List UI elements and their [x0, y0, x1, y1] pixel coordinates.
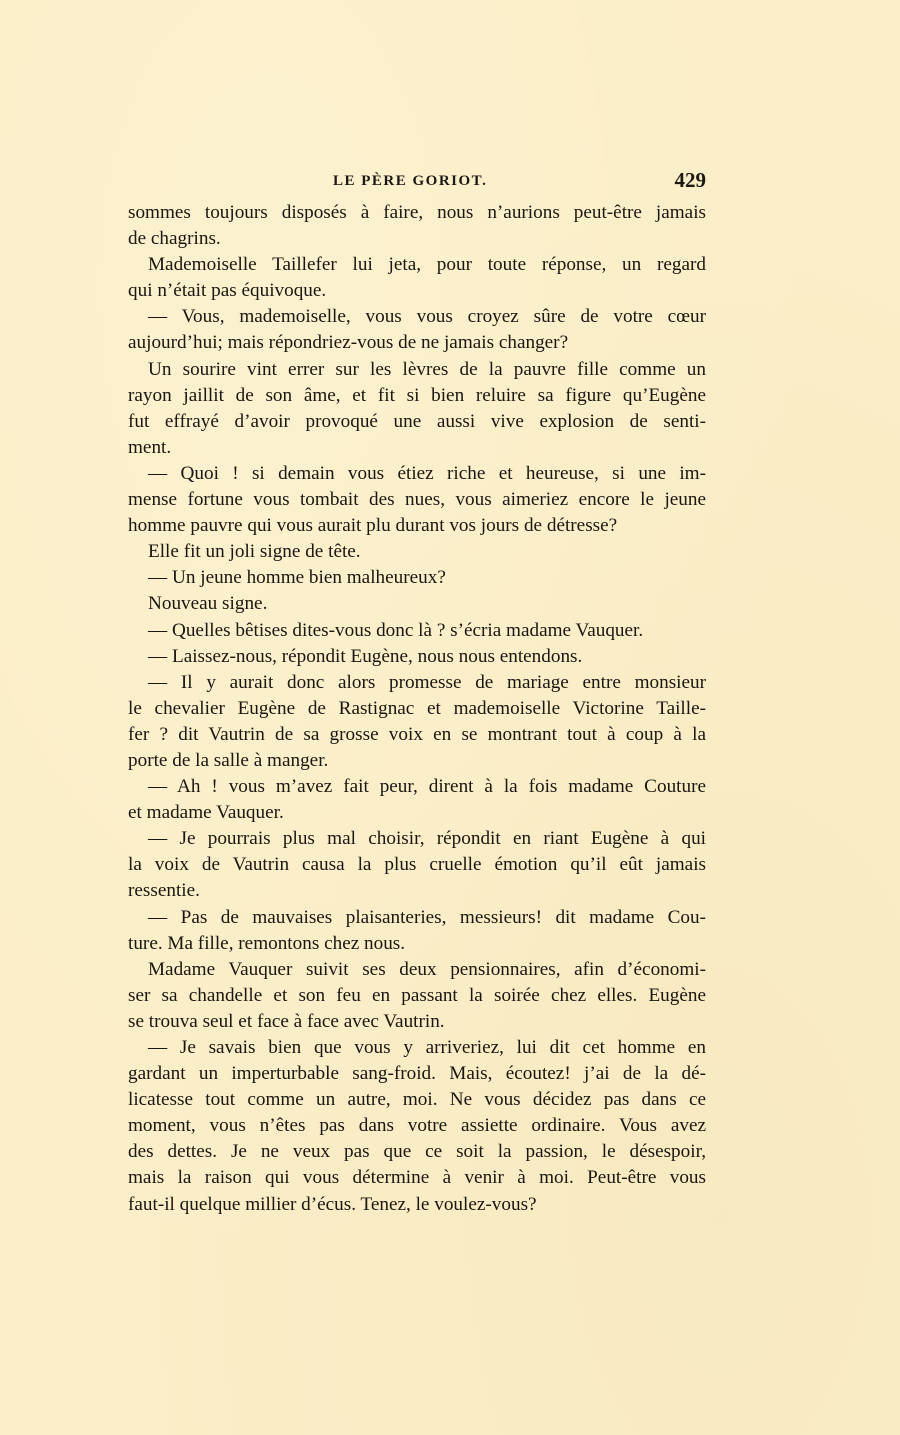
text-line: Un sourire vint errer sur les lèvres de la pauvre fille comme un	[148, 358, 706, 380]
text-line: — Pas de mauvaises plaisanteries, messieurs! dit madame Cou-	[148, 906, 706, 928]
text-line: — Quelles bêtises dites-vous donc là ? s’écria madame Vauquer.	[148, 619, 644, 641]
text-line: porte de la salle à manger.	[128, 749, 329, 771]
paragraph	[128, 200, 706, 252]
paragraph	[128, 539, 706, 565]
paragraph	[128, 905, 706, 957]
text-line: qui n’était pas équivoque.	[128, 280, 327, 302]
text-line: ment.	[128, 436, 172, 458]
text-line: moment, vous n’êtes pas dans votre assiette ordinaire. Vous avez	[128, 1115, 706, 1137]
text-line: Nouveau signe.	[148, 593, 268, 615]
paragraph	[128, 461, 706, 539]
paragraph	[128, 1035, 706, 1218]
text-line: gardant un imperturbable sang-froid. Mais, écoutez! j’ai de la dé-	[128, 1063, 706, 1085]
page-number: 429	[674, 168, 706, 192]
paragraph	[128, 644, 706, 670]
text-line: ser sa chandelle et son feu en passant la soirée chez elles. Eugène	[128, 984, 706, 1006]
paragraph	[128, 304, 706, 356]
running-title: LE PÈRE GORIOT.	[333, 173, 488, 189]
text-line: sommes toujours disposés à faire, nous n’aurions peut-être jamais	[128, 202, 706, 223]
paragraph	[128, 591, 706, 617]
text-line: — Un jeune homme bien malheureux?	[148, 567, 446, 589]
paragraph	[128, 618, 706, 644]
paragraph	[128, 670, 706, 774]
text-line: homme pauvre qui vous aurait plu durant vos jours de détresse?	[128, 515, 618, 537]
text-line: faut-il quelque millier d’écus. Tenez, le voulez-vous?	[128, 1193, 537, 1215]
text-line: fer ? dit Vautrin de sa grosse voix en se montrant tout à coup à la	[128, 723, 706, 745]
text-line: mense fortune vous tombait des nues, vous aimeriez encore le jeune	[128, 489, 706, 511]
text-line: — Je savais bien que vous y arriveriez, lui dit cet homme en	[148, 1037, 706, 1058]
text-line: licatesse tout comme un autre, moi. Ne vous décidez pas dans ce	[128, 1089, 706, 1111]
paragraph	[128, 565, 706, 591]
text-line: de chagrins.	[128, 228, 221, 250]
text-line: fut effrayé d’avoir provoqué une aussi vive explosion de senti-	[128, 410, 706, 432]
paragraph	[128, 774, 706, 826]
text-line: se trouva seul et face à face avec Vautrin.	[128, 1010, 445, 1032]
text-line: ressentie.	[128, 880, 200, 902]
body-text	[128, 200, 706, 1218]
paragraph	[128, 957, 706, 1035]
text-line: ture. Ma fille, remontons chez nous.	[128, 932, 406, 954]
text-line: la voix de Vautrin causa la plus cruelle émotion qu’il eût jamais	[128, 854, 706, 876]
text-line: Mademoiselle Taillefer lui jeta, pour toute réponse, un regard	[148, 254, 706, 276]
text-line: aujourd’hui; mais répondriez-vous de ne jamais changer?	[128, 332, 569, 354]
text-line: — Je pourrais plus mal choisir, répondit en riant Eugène à qui	[148, 828, 706, 850]
running-head	[128, 170, 706, 196]
text-line: Elle fit un joli signe de tête.	[148, 541, 361, 563]
paragraph	[128, 357, 706, 461]
text-line: des dettes. Je ne veux pas que ce soit la passion, le désespoir,	[128, 1141, 706, 1163]
text-line: mais la raison qui vous détermine à venir à moi. Peut-être vous	[128, 1167, 706, 1189]
text-line: et madame Vauquer.	[128, 802, 284, 824]
text-line: — Ah ! vous m’avez fait peur, dirent à la fois madame Couture	[148, 776, 706, 798]
paragraph	[128, 826, 706, 904]
paragraph	[128, 252, 706, 304]
text-line: rayon jaillit de son âme, et fit si bien reluire sa figure qu’Eugène	[128, 384, 706, 406]
text-line: — Laissez-nous, répondit Eugène, nous nous entendons.	[148, 645, 583, 667]
text-line: Madame Vauquer suivit ses deux pensionnaires, afin d’économi-	[148, 958, 706, 980]
text-line: le chevalier Eugène de Rastignac et mademoiselle Victorine Taille-	[128, 697, 706, 719]
text-line: — Vous, mademoiselle, vous vous croyez sûre de votre cœur	[148, 306, 706, 328]
text-line: — Il y aurait donc alors promesse de mariage entre monsieur	[148, 671, 706, 693]
text-line: — Quoi ! si demain vous étiez riche et heureuse, si une im-	[148, 462, 706, 484]
